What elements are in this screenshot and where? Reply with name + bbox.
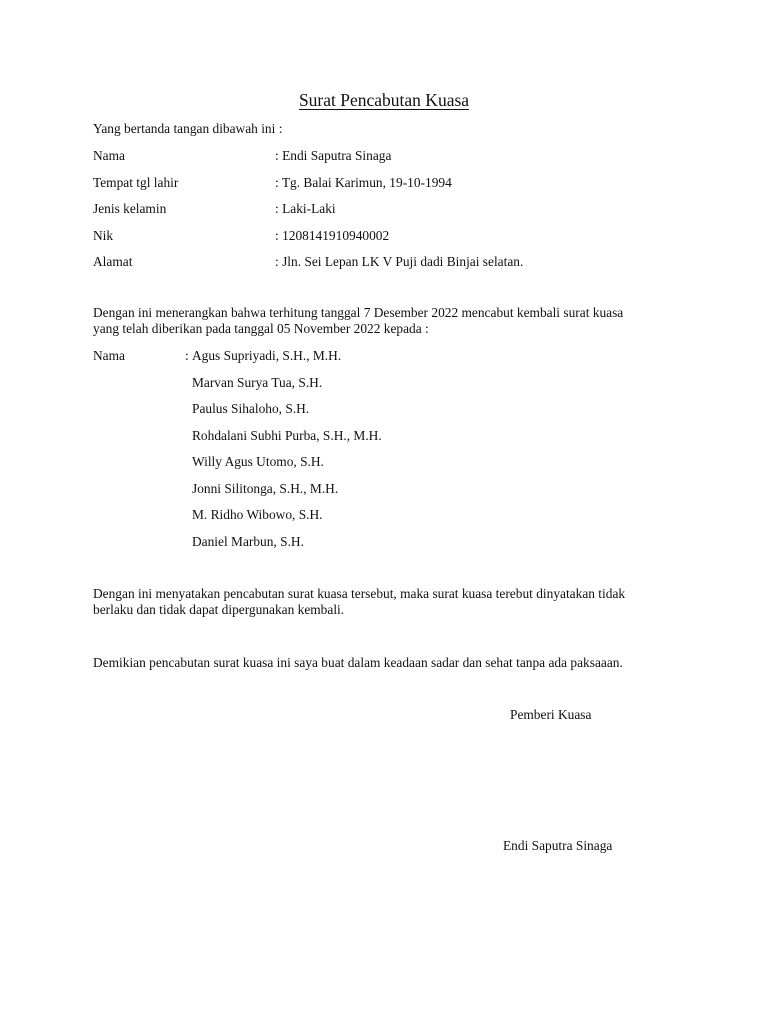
grantor-gender-label: Jenis kelamin (93, 201, 167, 216)
grantor-nik-value: : 1208141910940002 (275, 228, 390, 243)
attorney-name: Rohdalani Subhi Purba, S.H., M.H. (192, 428, 382, 443)
grantor-nik-label: Nik (93, 228, 114, 243)
attorney-name: Marvan Surya Tua, S.H. (192, 375, 323, 390)
attorney-name: Jonni Silitonga, S.H., M.H. (192, 481, 339, 496)
grantor-birth-value: : Tg. Balai Karimun, 19-10-1994 (275, 175, 452, 190)
intro-text: Yang bertanda tangan dibawah ini : (93, 121, 283, 136)
declaration-line: berlaku dan tidak dapat dipergunakan kembali. (93, 602, 345, 617)
statement-line: yang telah diberikan pada tanggal 05 November 2022 kepada : (93, 321, 429, 336)
grantor-name-value: : Endi Saputra Sinaga (275, 148, 392, 163)
attorney-name: Daniel Marbun, S.H. (192, 534, 304, 549)
grantor-birth-label: Tempat tgl lahir (93, 175, 179, 190)
declaration-paragraph (93, 586, 673, 618)
declaration-line: Dengan ini menyatakan pencabutan surat kuasa tersebut, maka surat kuasa terebut dinyatakan tidak (93, 586, 626, 601)
closing-text: Demikian pencabutan surat kuasa ini saya buat dalam keadaan sadar dan sehat tanpa ada paksaaan. (93, 655, 623, 670)
attorney-name: Agus Supriyadi, S.H., M.H. (192, 348, 342, 363)
statement-paragraph (93, 305, 673, 337)
attorney-name: Paulus Sihaloho, S.H. (192, 401, 310, 416)
grantor-name-label: Nama (93, 148, 125, 163)
attorney-name: Willy Agus Utomo, S.H. (192, 454, 324, 469)
grantor-address-value: : Jln. Sei Lepan LK V Puji dadi Binjai selatan. (275, 254, 524, 269)
grantor-address-label: Alamat (93, 254, 133, 269)
attorneys-colon: : (185, 348, 189, 363)
statement-line: Dengan ini menerangkan bahwa terhitung tanggal 7 Desember 2022 mencabut kembali surat kuasa (93, 305, 624, 320)
attorney-name: M. Ridho Wibowo, S.H. (192, 507, 323, 522)
signature-role: Pemberi Kuasa (510, 707, 592, 722)
grantor-gender-value: : Laki-Laki (275, 201, 336, 216)
attorneys-label: Nama (93, 348, 125, 363)
signature-name: Endi Saputra Sinaga (503, 838, 613, 853)
document-title: Surat Pencabutan Kuasa (298, 90, 470, 110)
